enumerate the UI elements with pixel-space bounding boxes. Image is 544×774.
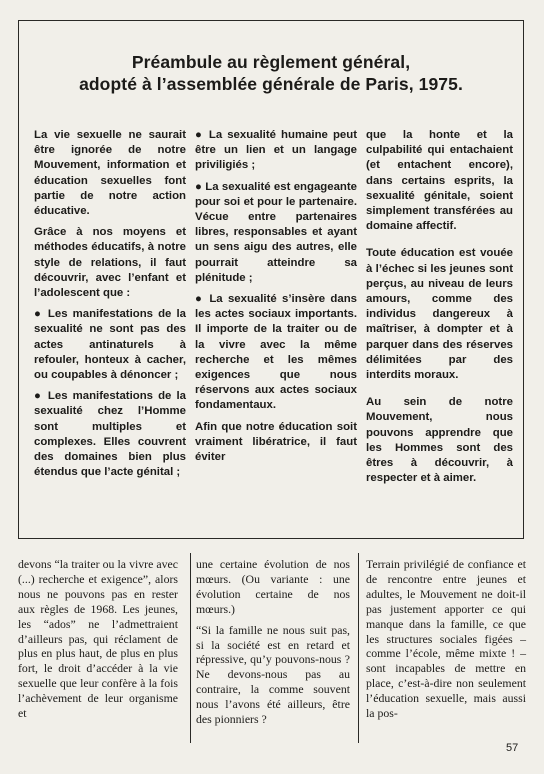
paragraph: devons “la traiter ou la vivre avec (...) recherche et exigence”, alors nous ne pouvons pas en rester aux règles de 1968. Les jeunes, les “ados” ne l’admettraient d’ailleurs pas, qui réclament de plus en plus haut, de plus en plus fort, le droit d’accéder à la vie sexuelle que leur confère à la fois l’achèvement de leur organisme et <box>18 557 178 721</box>
preamble-box <box>18 20 524 539</box>
paragraph: La vie sexuelle ne saurait être ignorée de notre Mouvement, information et éducation sexuelles font partie de notre action éducative. <box>34 129 186 218</box>
title-line-2: adopté à l’assemblée générale de Paris, 1975. <box>79 74 463 94</box>
bullet-paragraph: ● La sexualité s’insère dans les actes sociaux importants. Il importe de la traiter ou de la vivre avec la même recherche et les mêmes exigences que nous réservons aux actes sociaux fondamentaux. <box>195 293 357 412</box>
lower-column-3 <box>366 557 526 727</box>
bullet-paragraph: ● Les manifestations de la sexualité chez l’Homme sont multiples et complexes. Elles couvrent des domaines bien plus étendus que l’acte génital ; <box>34 390 186 479</box>
paragraph: Afin que notre éducation soit vraiment libératrice, il faut éviter <box>195 420 357 464</box>
paragraph: Au sein de notre Mouvement, nous pouvons apprendre que les Hommes sont des êtres à découvrir, à respecter et à aimer. <box>366 396 513 485</box>
paragraph: une certaine évolution de nos mœurs. (Ou variante : une évolution certaine de nos mœurs.) <box>196 557 350 616</box>
bullet-paragraph: ● La sexualité humaine peut être un lien et un langage priviligiés ; <box>195 129 357 172</box>
paragraph: que la honte et la culpabilité qui entachaient (et entachent encore), dans certains esprits, la sexualité génitale, soient simplement transférées au domaine affectif. <box>366 129 513 233</box>
column-divider <box>358 553 359 743</box>
paragraph: “Si la famille ne nous suit pas, si la société est en retard et répressive, qu’y pouvons-nous ? Ne devons-nous pas au contraire, la comme souvent nous l’avons été ailleurs, être des pionniers ? <box>196 622 350 727</box>
box-column-3 <box>366 128 513 498</box>
column-divider <box>190 553 191 743</box>
paragraph: Grâce à nos moyens et méthodes éducatifs, à notre style de relations, il faut découvrir, avec l’enfant et l’adolescent que : <box>34 226 186 300</box>
page-number: 57 <box>506 742 519 754</box>
box-column-2 <box>195 128 357 471</box>
lower-column-2 <box>196 557 350 733</box>
lower-column-1 <box>18 557 178 727</box>
bullet-paragraph: ● La sexualité est engageante pour soi et pour le partenaire. Vécue entre partenaires libres, responsables et ayant un sens aigu des autres, elle pourrait atteindre sa plénitude ; <box>195 180 357 284</box>
preamble-title <box>49 51 493 95</box>
box-column-1 <box>34 128 186 486</box>
bullet-paragraph: ● Les manifestations de la sexualité ne sont pas des actes antinaturels à refouler, honteux à cacher, ou coupables à dénoncer ; <box>34 308 186 382</box>
paragraph: Toute éducation est vouée à l’échec si les jeunes sont perçus, au niveau de leurs amours, comme des individus dangereux à maîtriser, à dompter et à parquer dans des réserves délimitées par des interdits moraux. <box>366 247 513 382</box>
paragraph: Terrain privilégié de confiance et de rencontre entre jeunes et adultes, le Mouvement ne doit-il pas justement apporter ce qui manque dans la famille, ce que les structures sociales figées – comme l’école, même mixte ! – sont incapables de mettre en place, c’est-à-dire non seulement l’éducation sexuelle, mais aussi la pos- <box>366 557 526 721</box>
title-line-1: Préambule au règlement général, <box>131 52 411 72</box>
